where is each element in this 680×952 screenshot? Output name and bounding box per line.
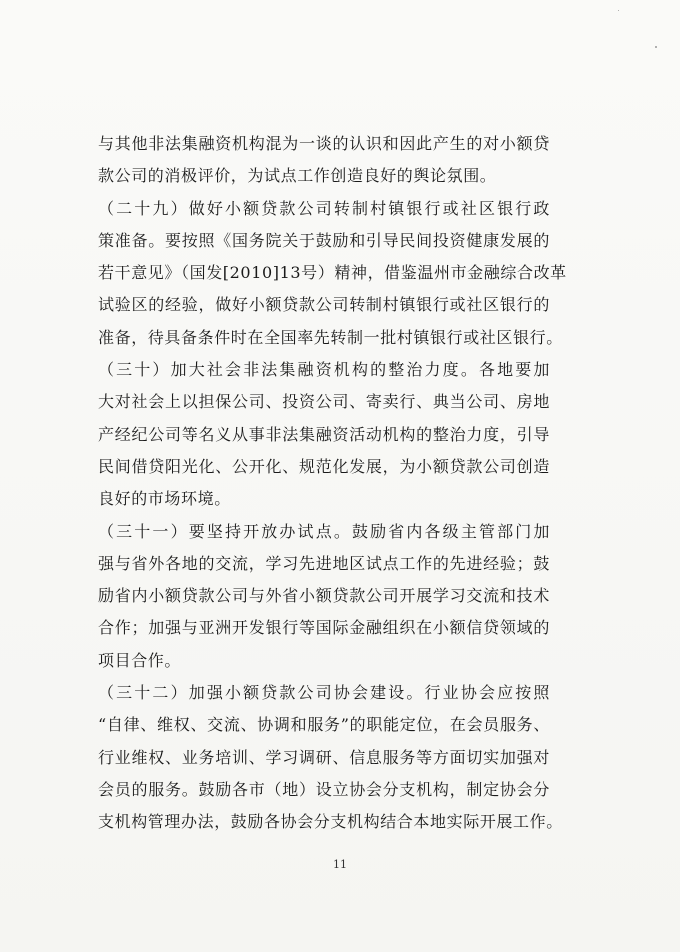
text-line: 民间借贷阳光化、公开化、规范化发展，为小额贷款公司创造 — [98, 456, 550, 476]
text-line: 大对社会上以担保公司、投资公司、寄卖行、典当公司、房地 — [98, 392, 550, 412]
text-line: 产经纪公司等名义从事非法集融资活动机构的整治力度，引导 — [98, 424, 550, 444]
text-line: “自律、维权、交流、协调和服务”的职能定位，在会员服务、 — [98, 715, 550, 735]
page-number: 11 — [333, 858, 347, 871]
text-line: 款公司的消极评价，为试点工作创造良好的舆论氛围。 — [98, 166, 497, 186]
text-line: （三十一）要坚持开放办试点。鼓励省内各级主管部门加 — [98, 521, 550, 541]
text-line: （二十九）做好小额贷款公司转制村镇银行或社区银行政 — [98, 198, 550, 218]
text-line: 策准备。要按照《国务院关于鼓励和引导民间投资健康发展的 — [98, 230, 550, 250]
body-text — [98, 128, 567, 839]
text-line: 励省内小额贷款公司与外省小额贷款公司开展学习交流和技术 — [98, 586, 550, 606]
text-line: 会员的服务。鼓励各市（地）设立协会分支机构，制定协会分 — [98, 779, 550, 799]
text-line: 支机构管理办法，鼓励各协会分支机构结合本地实际开展工作。 — [98, 812, 563, 832]
text-line: （三十二）加强小额贷款公司协会建设。行业协会应按照 — [98, 683, 550, 703]
text-line: 行业维权、业务培训、学习调研、信息服务等方面切实加强对 — [98, 747, 550, 767]
text-line: 准备，待具备条件时在全国率先转制一批村镇银行或社区银行。 — [98, 327, 563, 347]
text-line: 良好的市场环境。 — [98, 489, 231, 509]
text-line: （三十）加大社会非法集融资机构的整治力度。各地要加 — [98, 360, 550, 380]
text-line: 合作；加强与亚洲开发银行等国际金融组织在小额信贷领域的 — [98, 618, 550, 638]
text-line: 强与省外各地的交流，学习先进地区试点工作的先进经验；鼓 — [98, 553, 550, 573]
text-line: 试验区的经验，做好小额贷款公司转制村镇银行或社区银行的 — [98, 295, 550, 315]
scan-speck — [655, 46, 657, 48]
text-line: 项目合作。 — [98, 650, 182, 670]
scan-speck — [618, 10, 619, 11]
text-line: 若干意见》（国发[2010]13号）精神，借鉴温州市金融综合改革 — [98, 263, 567, 283]
text-line: 与其他非法集融资机构混为一谈的认识和因此产生的对小额贷 — [98, 134, 550, 153]
